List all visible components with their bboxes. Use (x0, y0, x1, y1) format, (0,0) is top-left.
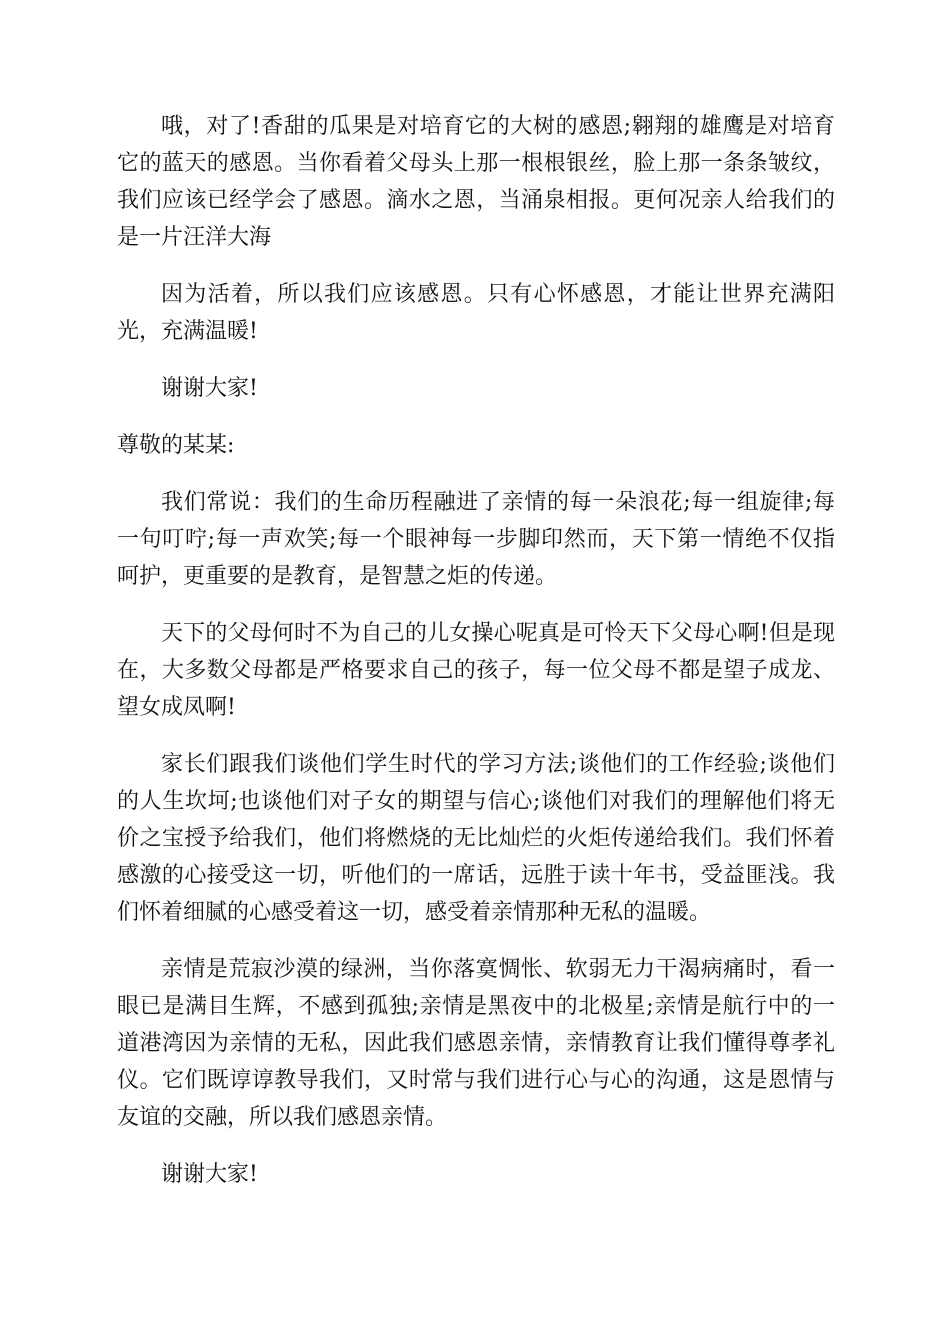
paragraph-2: 因为活着，所以我们应该感恩。只有心怀感恩，才能让世界充满阳光，充满温暖! (117, 282, 835, 344)
salutation: 尊敬的某某: (117, 433, 235, 458)
paragraph-8: 亲情是荒寂沙漠的绿洲，当你落寞惆怅、软弱无力干渴病痛时，看一眼已是满目生辉，不感到孤独;亲情是黑夜中的北极星;亲情是航行中的一道港湾因为亲情的无私，因此我们感恩亲情，亲情教育让我们懂得尊孝礼仪。它们既谆谆教导我们，又时常与我们进行心与心的沟通，这是恩情与友谊的交融，所以我们感恩亲情。 (117, 957, 835, 1130)
document-page (117, 108, 835, 1213)
paragraph-6: 天下的父母何时不为自己的儿女操心呢真是可怜天下父母心啊!但是现在，大多数父母都是严格要求自己的孩子，每一位父母不都是望子成龙、望女成凤啊! (117, 621, 835, 720)
paragraph-1: 哦，对了!香甜的瓜果是对培育它的大树的感恩;翱翔的雄鹰是对培育它的蓝天的感恩。当你看着父母头上那一根根银丝，脸上那一条条皱纹，我们应该已经学会了感恩。滴水之恩，当涌泉相报。更何况亲人给我们的是一片汪洋大海 (117, 114, 835, 250)
paragraph-7: 家长们跟我们谈他们学生时代的学习方法;谈他们的工作经验;谈他们的人生坎坷;也谈他们对子女的期望与信心;谈他们对我们的理解他们将无价之宝授予给我们，他们将燃烧的无比灿烂的火炬传递给我们。我们怀着感激的心接受这一切，听他们的一席话，远胜于读十年书，受益匪浅。我们怀着细腻的心感受着这一切，感受着亲情那种无私的温暖。 (117, 752, 835, 925)
paragraph-9: 谢谢大家! (161, 1162, 258, 1187)
paragraph-5: 我们常说：我们的生命历程融进了亲情的每一朵浪花;每一组旋律;每一句叮咛;每一声欢笑;每一个眼神每一步脚印然而，天下第一情绝不仅指呵护，更重要的是教育，是智慧之炬的传递。 (117, 490, 835, 589)
paragraph-3: 谢谢大家! (161, 376, 258, 401)
